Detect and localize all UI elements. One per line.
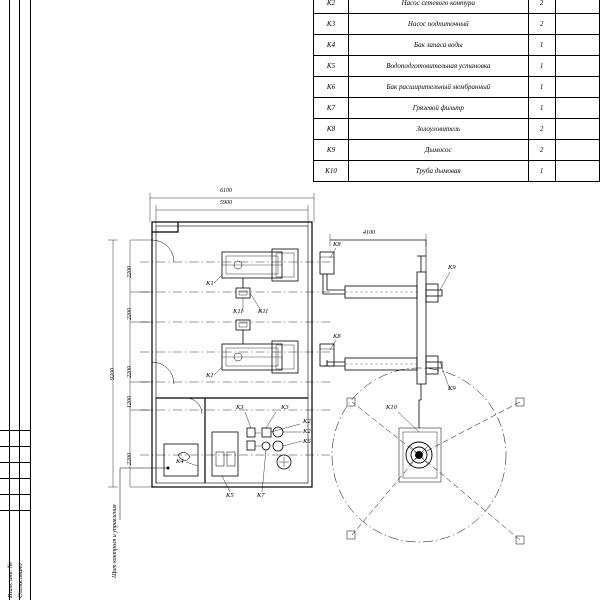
callout-k9-lower: K9 xyxy=(448,385,456,392)
spec-note xyxy=(555,0,599,14)
table-row xyxy=(314,14,600,35)
control-panel-note: Щит контроля и управления xyxy=(112,504,118,578)
spec-pos: K10 xyxy=(314,161,349,182)
spec-name: Бак запаса воды xyxy=(349,35,529,56)
dim-left-seg-1: 2200 xyxy=(127,266,133,278)
spec-name: Труба дымовая xyxy=(349,161,529,182)
spec-qty: 1 xyxy=(528,56,555,77)
spec-pos: K8 xyxy=(314,119,349,140)
title-block-strip xyxy=(0,0,31,600)
callout-k1-lower: K1 xyxy=(206,372,214,379)
spec-note xyxy=(555,35,599,56)
dim-left-seg-3: 2200 xyxy=(127,366,133,378)
spec-name: Насос подпиточный xyxy=(349,14,529,35)
callout-k8-upper: K8 xyxy=(333,241,341,248)
spec-note xyxy=(555,77,599,98)
callout-k11-right: K11 xyxy=(258,308,269,315)
callout-k5: K5 xyxy=(226,492,234,499)
spec-qty: 1 xyxy=(528,77,555,98)
spec-qty: 1 xyxy=(528,35,555,56)
spec-note xyxy=(555,14,599,35)
spec-name: Дымосос xyxy=(349,140,529,161)
callout-k9-upper: K9 xyxy=(448,264,456,271)
dim-top-inner: 5900 xyxy=(220,200,232,206)
dim-top-outer: 6100 xyxy=(220,188,232,194)
specification-table xyxy=(313,0,600,182)
dim-left-seg-2: 2200 xyxy=(127,308,133,320)
table-row xyxy=(314,56,600,77)
dim-left-seg-4: 1200 xyxy=(127,396,133,408)
callout-k1-upper: K1 xyxy=(206,280,214,287)
spec-note xyxy=(555,140,599,161)
table-row xyxy=(314,140,600,161)
spec-pos: K4 xyxy=(314,35,349,56)
table-row xyxy=(314,35,600,56)
spec-qty: 2 xyxy=(528,119,555,140)
spec-qty: 1 xyxy=(528,98,555,119)
table-row xyxy=(314,0,600,14)
spec-name: Бак расширительный мембранный xyxy=(349,77,529,98)
dim-right-block: 4100 xyxy=(363,230,375,236)
table-row xyxy=(314,77,600,98)
spec-name: Золоуловитель xyxy=(349,119,529,140)
callout-k10: K10 xyxy=(386,404,397,411)
spec-qty: 2 xyxy=(528,0,555,14)
spec-pos: K6 xyxy=(314,77,349,98)
spec-note xyxy=(555,98,599,119)
table-row xyxy=(314,161,600,182)
dim-left-seg-5: 2200 xyxy=(127,453,133,465)
table-row xyxy=(314,119,600,140)
table-row xyxy=(314,98,600,119)
spec-name: Насос сетевого контура xyxy=(349,0,529,14)
spec-qty: 2 xyxy=(528,140,555,161)
spec-pos: K2 xyxy=(314,0,349,14)
stamp-label-soglasovano: Согласовано xyxy=(17,563,24,598)
callout-k8-lower: K8 xyxy=(333,333,341,340)
callout-k6: K6 xyxy=(303,438,311,445)
callout-k7: K7 xyxy=(257,492,265,499)
callout-k3-b: K3 xyxy=(281,404,289,411)
callout-k11-left: K11 xyxy=(233,308,244,315)
spec-pos: K9 xyxy=(314,140,349,161)
callout-k2-b: K2 xyxy=(303,428,311,435)
stamp-label-vzam: Взам. инв. № xyxy=(7,562,14,598)
dim-left-total: 9200 xyxy=(110,368,116,380)
spec-note xyxy=(555,56,599,77)
spec-qty: 1 xyxy=(528,161,555,182)
spec-pos: K5 xyxy=(314,56,349,77)
spec-note xyxy=(555,119,599,140)
spec-note xyxy=(555,161,599,182)
callout-k3-a: K3 xyxy=(236,404,244,411)
callout-k2-a: K2 xyxy=(303,418,311,425)
spec-pos: K3 xyxy=(314,14,349,35)
spec-name: Водоподготовительная установка xyxy=(349,56,529,77)
spec-name: Грязевой фильтр xyxy=(349,98,529,119)
spec-pos: K7 xyxy=(314,98,349,119)
spec-qty: 2 xyxy=(528,14,555,35)
callout-k4: K4 xyxy=(176,458,184,465)
